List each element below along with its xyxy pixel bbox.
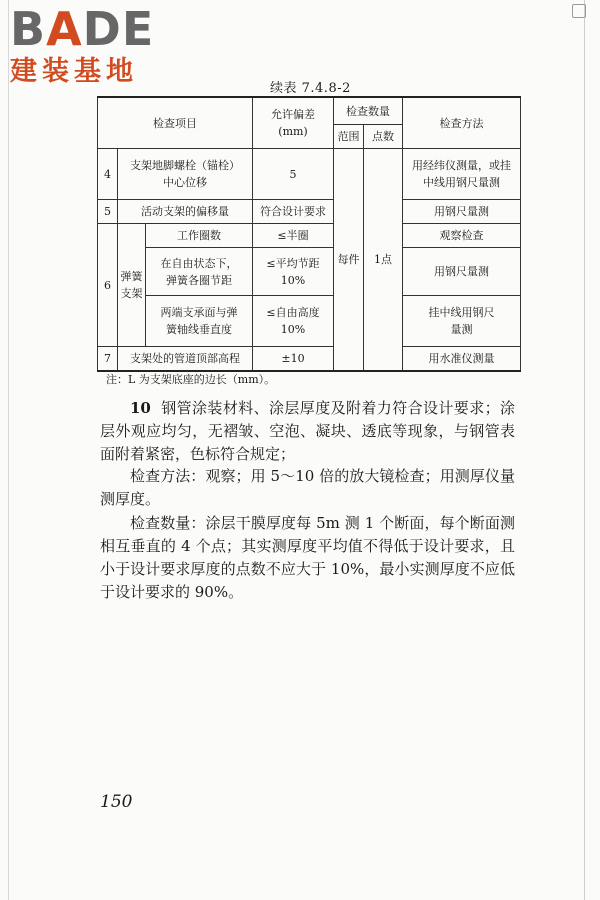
row-method: 观察检查 [403, 224, 521, 248]
header-method: 检查方法 [403, 97, 521, 149]
header-quantity: 检查数量 [334, 97, 403, 125]
row-item: 工作圈数 [146, 224, 253, 248]
header-item: 检查项目 [98, 97, 253, 149]
row-number: 5 [98, 200, 118, 224]
row-item: 两端支承面与弹 簧轴线垂直度 [146, 296, 253, 347]
row-method: 挂中线用钢尺 量测 [403, 296, 521, 347]
logo-wordmark: BADE [10, 2, 155, 56]
row-item: 在自由状态下， 弹簧各圈节距 [146, 248, 253, 296]
row-tolerance: ≤自由高度 10% [253, 296, 334, 347]
inspection-quantity: 检查数量：涂层干膜厚度每 5m 测 1 个断面，每个断面测相互垂直的 4 个点；其实测厚度平均值不得低于设计要求，且小于设计要求厚度的点数不应大于 10%，最小实测厚度不应低于设计要求的 90%。 [100, 514, 515, 601]
inspection-table [97, 96, 521, 372]
row-number: 4 [98, 149, 118, 200]
logo-subtitle: 建装基地 [10, 56, 138, 87]
spring-support-group: 弹簧 支架 [118, 224, 146, 347]
row-tolerance: ±10 [253, 347, 334, 371]
row-method: 用水准仪测量 [403, 347, 521, 371]
table-row [98, 224, 521, 248]
page-number: 150 [100, 792, 133, 812]
table-row [98, 248, 521, 296]
row-tolerance: ≤半圈 [253, 224, 334, 248]
table-caption: 续表 7.4.8-2 [270, 81, 351, 96]
header-points: 点数 [364, 125, 403, 149]
table-row [98, 347, 521, 371]
inspection-method: 检查方法：观察；用 5～10 倍的放大镜检查；用测厚仪量测厚度。 [100, 467, 515, 508]
scope-value: 每件 [334, 149, 364, 371]
row-number: 6 [98, 224, 118, 347]
row-tolerance: ≤平均节距 10% [253, 248, 334, 296]
scan-edge-left [8, 0, 9, 900]
corner-mark [572, 4, 586, 18]
clause-10 [100, 397, 515, 466]
table-note: 注：L 为支架底座的边长（mm）。 [106, 373, 276, 386]
table-row [98, 200, 521, 224]
row-method: 用钢尺量测 [403, 200, 521, 224]
row-tolerance: 5 [253, 149, 334, 200]
header-row [98, 97, 521, 125]
row-item: 支架处的管道顶部高程 [118, 347, 253, 371]
row-tolerance: 符合设计要求 [253, 200, 334, 224]
header-tolerance: 允许偏差 (mm) [253, 97, 334, 149]
table-row [98, 149, 521, 200]
row-method: 用经纬仪测量，或挂 中线用钢尺量测 [403, 149, 521, 200]
clause-number: 10 [130, 399, 151, 417]
row-item: 支架地脚螺栓（锚栓） 中心位移 [118, 149, 253, 200]
row-number: 7 [98, 347, 118, 371]
table-row [98, 296, 521, 347]
header-scope: 范围 [334, 125, 364, 149]
row-method: 用钢尺量测 [403, 248, 521, 296]
clause-text: 钢管涂装材料、涂层厚度及附着力符合设计要求；涂层外观应均匀，无褶皱、空泡、凝块、透底等现象，与钢管表面附着紧密，色标符合规定； [100, 399, 515, 463]
watermark-logo [10, 4, 154, 88]
row-item: 活动支架的偏移量 [118, 200, 253, 224]
points-value: 1点 [364, 149, 403, 371]
scan-edge-right [584, 0, 585, 900]
